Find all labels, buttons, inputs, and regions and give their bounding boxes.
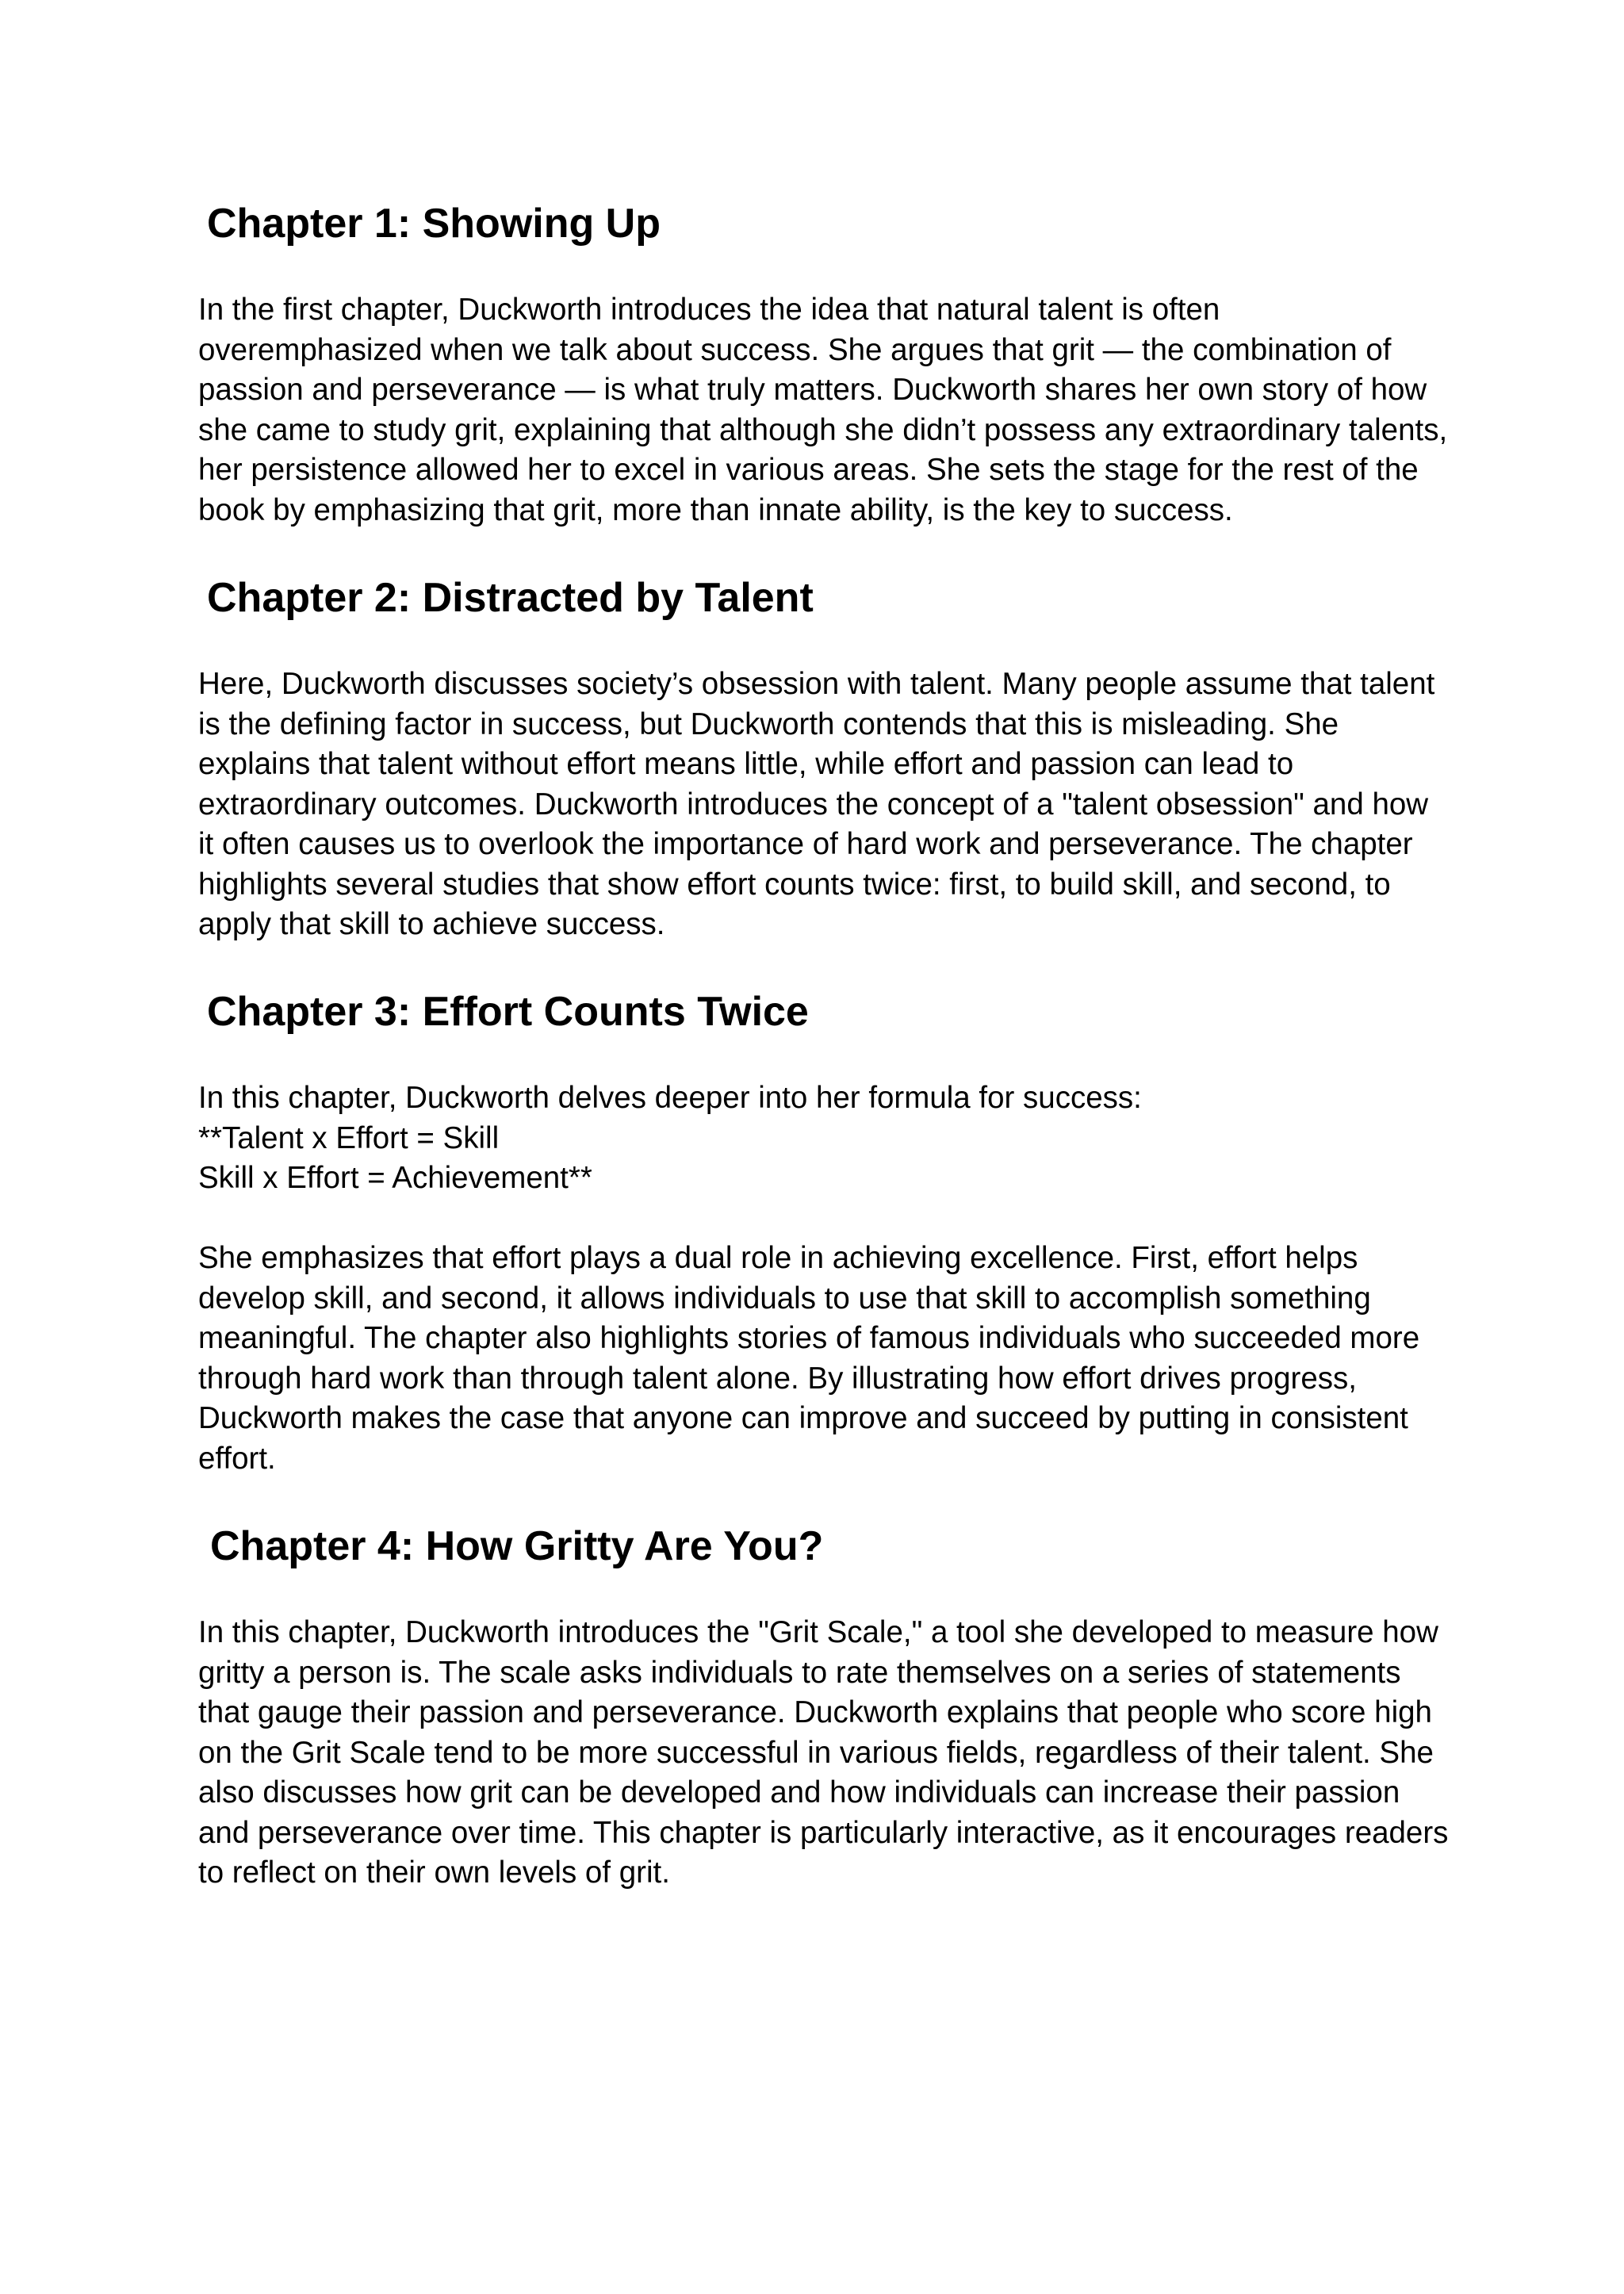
paragraph-line: apply that skill to achieve success. xyxy=(198,907,665,941)
paragraph-spacer xyxy=(198,1199,1451,1239)
paragraph-line: extraordinary outcomes. Duckworth introduces the concept of a "talent obsession" and how xyxy=(198,787,1429,821)
paragraph-line: passion and perseverance — is what truly matters. Duckworth shares her own story of how xyxy=(198,373,1427,407)
chapter-2-paragraph xyxy=(198,664,1451,945)
paragraph-line: overemphasized when we talk about success. She argues that grit — the combination of xyxy=(198,332,1392,367)
paragraph-line: through hard work than through talent alone. By illustrating how effort drives progress, xyxy=(198,1361,1357,1396)
chapter-4-paragraph xyxy=(198,1613,1451,1894)
formula-line: **Talent x Effort = Skill xyxy=(198,1120,500,1155)
paragraph-line: explains that talent without effort means little, while effort and passion can lead to xyxy=(198,747,1294,781)
paragraph-line: meaningful. The chapter also highlights stories of famous individuals who succeeded more xyxy=(198,1321,1420,1355)
paragraph-line: she came to study grit, explaining that although she didn’t possess any extraordinary talents, xyxy=(198,412,1448,447)
paragraph-line: develop skill, and second, it allows individuals to use that skill to accomplish something xyxy=(198,1281,1371,1316)
paragraph-line: that gauge their passion and perseverance. Duckworth explains that people who score high xyxy=(198,1695,1432,1729)
paragraph-line: Duckworth makes the case that anyone can improve and succeed by putting in consistent xyxy=(198,1401,1408,1435)
formula-intro-line: In this chapter, Duckworth delves deeper into her formula for success: xyxy=(198,1081,1142,1115)
paragraph-line: it often causes us to overlook the importance of hard work and perseverance. The chapter xyxy=(198,827,1413,861)
paragraph-line: Here, Duckworth discusses society’s obsession with talent. Many people assume that talent xyxy=(198,667,1435,701)
chapter-1-heading: Chapter 1: Showing Up xyxy=(207,201,661,247)
paragraph-line: on the Grit Scale tend to be more successful in various fields, regardless of their talent. She xyxy=(198,1735,1434,1770)
chapter-1-paragraph xyxy=(198,290,1451,530)
chapter-3-heading: Chapter 3: Effort Counts Twice xyxy=(207,989,809,1035)
paragraph-line: In the first chapter, Duckworth introduces the idea that natural talent is often xyxy=(198,293,1220,327)
paragraph-line: She emphasizes that effort plays a dual role in achieving excellence. First, effort helps xyxy=(198,1241,1358,1275)
paragraph-line: In this chapter, Duckworth introduces the "Grit Scale," a tool she developed to measure how xyxy=(198,1615,1438,1649)
paragraph-line: her persistence allowed her to excel in various areas. She sets the stage for the rest of the xyxy=(198,453,1419,487)
paragraph-line: and perseverance over time. This chapter is particularly interactive, as it encourages readers xyxy=(198,1815,1449,1850)
paragraph-line: book by emphasizing that grit, more than innate ability, is the key to success. xyxy=(198,492,1233,527)
paragraph-line: is the defining factor in success, but Duckworth contends that this is misleading. She xyxy=(198,707,1339,741)
paragraph-line: also discusses how grit can be developed and how individuals can increase their passion xyxy=(198,1775,1400,1810)
paragraph-line: effort. xyxy=(198,1441,276,1476)
chapter-2-heading: Chapter 2: Distracted by Talent xyxy=(207,575,814,621)
paragraph-line: to reflect on their own levels of grit. xyxy=(198,1855,670,1890)
chapter-4-heading: Chapter 4: How Gritty Are You? xyxy=(210,1523,824,1569)
chapter-3-paragraph xyxy=(198,1078,1451,1479)
paragraph-line: highlights several studies that show effort counts twice: first, to build skill, and second, to xyxy=(198,867,1391,902)
formula-line: Skill x Effort = Achievement** xyxy=(198,1161,592,1195)
paragraph-line: gritty a person is. The scale asks individuals to rate themselves on a series of statements xyxy=(198,1655,1401,1690)
